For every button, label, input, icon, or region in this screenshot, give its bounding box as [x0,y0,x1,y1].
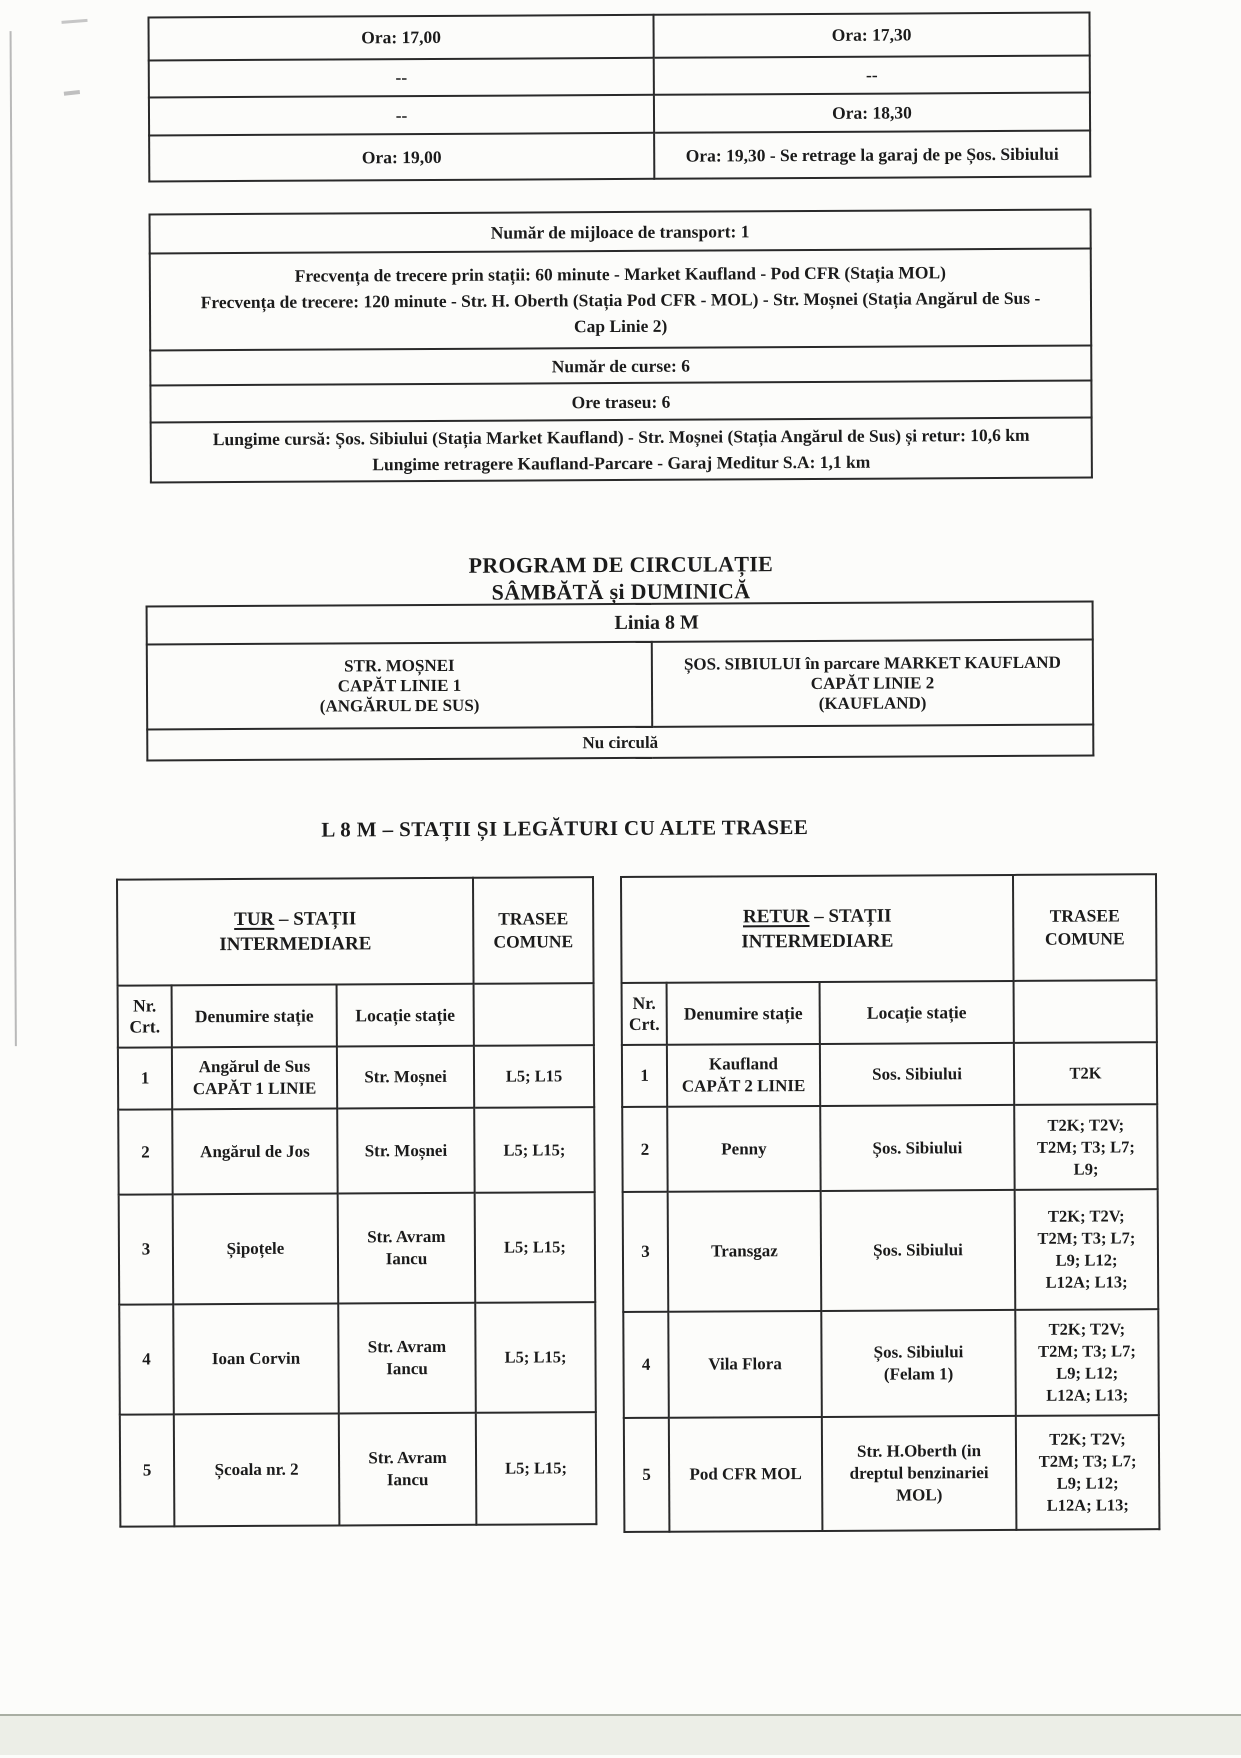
station-name: Penny [667,1106,820,1192]
common-routes-header-cell: TRASEE COMUNE [473,877,594,984]
station-name: Kaufland CAPĂT 2 LINIE [667,1044,820,1107]
common-routes: T2K; T2V; T2M; T3; L7; L9; L12; L12A; L13; [1016,1415,1160,1530]
common-routes: L5; L15; [476,1412,597,1525]
table-row [623,1309,1159,1418]
table-row [149,56,1090,98]
station-number: 3 [119,1194,174,1304]
station-location: Str. Moșnei [337,1046,474,1109]
trips-count-cell: Număr de curse: 6 [150,346,1091,386]
common-routes: T2K; T2V; T2M; T3; L7; L9; [1014,1104,1157,1190]
station-location: Sos. Sibiului [820,1043,1014,1106]
table-row [118,1107,594,1194]
length-line: Lungime cursă: Șos. Sibiului (Stația Market Kaufland) - Str. Moșnei (Stația Angărul de Sus) și retur: 10,6 km [212,424,1030,450]
col-header-empty [474,983,594,1046]
common-routes-header-cell: TRASEE COMUNE [1013,874,1157,981]
section-heading: L 8 M – STAȚII ȘI LEGĂTURI CU ALTE TRASEE [321,815,809,842]
table-row [622,1104,1157,1192]
station-number: 1 [118,1047,172,1109]
station-number: 4 [119,1304,174,1414]
table-row [147,640,1093,730]
table-row [623,1189,1159,1312]
station-name: Angărul de Sus CAPĂT 1 LINIE [172,1046,337,1109]
common-routes: L5; L15 [474,1045,594,1108]
station-number: 1 [622,1045,667,1107]
station-name: Ioan Corvin [173,1303,339,1414]
common-routes: L5; L15; [474,1107,594,1193]
tur-stations-table [116,876,597,1527]
col-header-location: Locație stație [337,984,474,1047]
table-row [119,1302,596,1414]
table-row [150,210,1091,254]
length-line: Lungime retragere Kaufland-Parcare - Garaj Meditur S.A: 1,1 km [372,451,871,475]
station-location: Șos. Sibiului [821,1190,1016,1311]
route-info-table [149,209,1093,484]
table-row [147,725,1093,761]
station-number: 5 [120,1414,175,1526]
retur-rest: – STAȚII [809,905,892,928]
scan-edge-line [10,31,17,1046]
departure-time-cell: -- [654,56,1090,95]
route-length-cell [151,418,1092,483]
departure-time-cell: -- [149,58,654,98]
table-row [148,13,1089,61]
tur-header-line1 [124,906,466,933]
station-name: Vila Flora [668,1311,822,1418]
route-hours-cell: Ore traseu: 6 [150,381,1091,423]
departure-time-cell: Ora: 19,00 [149,133,654,182]
station-name: Transgaz [668,1191,822,1312]
retur-header-line2: INTERMEDIARE [741,930,894,953]
departure-time-cell: Ora: 17,00 [148,15,653,61]
scan-mark [64,90,80,96]
departure-time-cell: -- [149,95,654,136]
departure-time-cell: Ora: 17,30 [653,13,1089,58]
station-number: 2 [118,1109,172,1194]
station-location: Str. Avram Iancu [338,1193,476,1304]
station-location: Str. Avram Iancu [339,1413,477,1526]
departure-time-cell: Ora: 19,30 - Se retrage la garaj de pe Șos. Sibiului [654,131,1090,179]
station-name: Șipoțele [173,1193,339,1304]
common-routes: T2K; T2V; T2M; T3; L7; L9; L12; L12A; L13; [1015,1189,1159,1310]
station-number: 3 [623,1192,669,1312]
table-row [118,1045,594,1109]
line-name-cell: Linia 8 M [147,602,1093,645]
col-header-nr: Nr. Crt. [622,983,667,1045]
station-location: Str. Avram Iancu [338,1303,476,1414]
table-row [147,602,1093,645]
table-row [118,983,594,1047]
common-routes: L5; L15; [475,1192,596,1303]
frequency-line: Frecvența de trecere prin stații: 60 minute - Market Kaufland - Pod CFR (Stația MOL) [294,261,947,286]
common-routes: T2K; T2V; T2M; T3; L7; L9; L12; L12A; L13; [1015,1309,1159,1416]
table-row [622,1042,1157,1107]
station-name: Angărul de Jos [172,1108,337,1194]
retur-header-line1 [628,903,1006,930]
table-row [621,874,1157,983]
table-row [117,877,594,985]
tur-rest: – STAȚII [274,908,357,930]
station-name: Pod CFR MOL [669,1417,823,1532]
terminal-1-cell: STR. MOȘNEI CAPĂT LINIE 1 (ANGĂRUL DE SUS) [147,642,652,730]
no-service-cell: Nu circulă [147,725,1093,761]
departure-times-table [147,12,1091,183]
col-header-empty [1014,980,1157,1043]
tur-word: TUR [234,908,275,931]
linia-8m-table [146,601,1095,762]
retur-stations-table [620,873,1160,1533]
table-row [120,1412,597,1526]
col-header-name: Denumire stație [172,984,337,1047]
page-title-line2: SÂMBĂTĂ și DUMINICĂ [491,578,751,605]
scan-mark [61,19,87,24]
frequency-line: Cap Linie 2) [573,315,668,336]
station-location: Str. Moșnei [337,1108,474,1194]
table-row [622,980,1157,1045]
table-row [149,93,1090,136]
frequency-line: Frecvența de trecere: 120 minute - Str. H. Oberth (Stația Pod CFR - MOL) - Str. Moșnei (Stația Angărul de Sus - [200,287,1041,312]
station-number: 2 [622,1107,667,1192]
retur-header-cell [621,875,1014,983]
table-row [150,249,1091,351]
table-row [624,1415,1160,1532]
station-number: 5 [624,1418,670,1532]
station-location: Șos. Sibiului [820,1105,1014,1191]
retur-word: RETUR [742,906,810,928]
tur-header-line2: INTERMEDIARE [219,933,372,956]
page-title-line1: PROGRAM DE CIRCULAȚIE [468,551,774,578]
page-title [150,549,1091,608]
table-row [151,418,1092,483]
terminal-2-cell: ȘOS. SIBIULUI în parcare MARKET KAUFLAND CAPĂT LINIE 2 (KAUFLAND) [652,640,1093,727]
scan-bottom-band [0,1714,1241,1755]
vehicles-count-cell: Număr de mijloace de transport: 1 [150,210,1091,254]
station-location: Șos. Sibiului (Felam 1) [821,1310,1016,1417]
frequency-cell [150,249,1091,351]
station-number: 4 [623,1312,669,1418]
col-header-nr: Nr. Crt. [118,985,172,1047]
departure-time-cell: Ora: 18,30 [654,93,1090,133]
station-location: Str. H.Oberth (in dreptul benzinariei MOL) [822,1416,1017,1531]
common-routes: T2K [1014,1042,1157,1105]
table-row [119,1192,596,1304]
table-row [150,381,1091,423]
common-routes: L5; L15; [475,1302,596,1413]
col-header-location: Locație stație [820,981,1014,1044]
col-header-name: Denumire stație [667,982,820,1045]
station-name: Școala nr. 2 [174,1413,340,1526]
table-row [150,346,1091,386]
tur-header-cell [117,878,474,986]
table-row [149,131,1090,182]
